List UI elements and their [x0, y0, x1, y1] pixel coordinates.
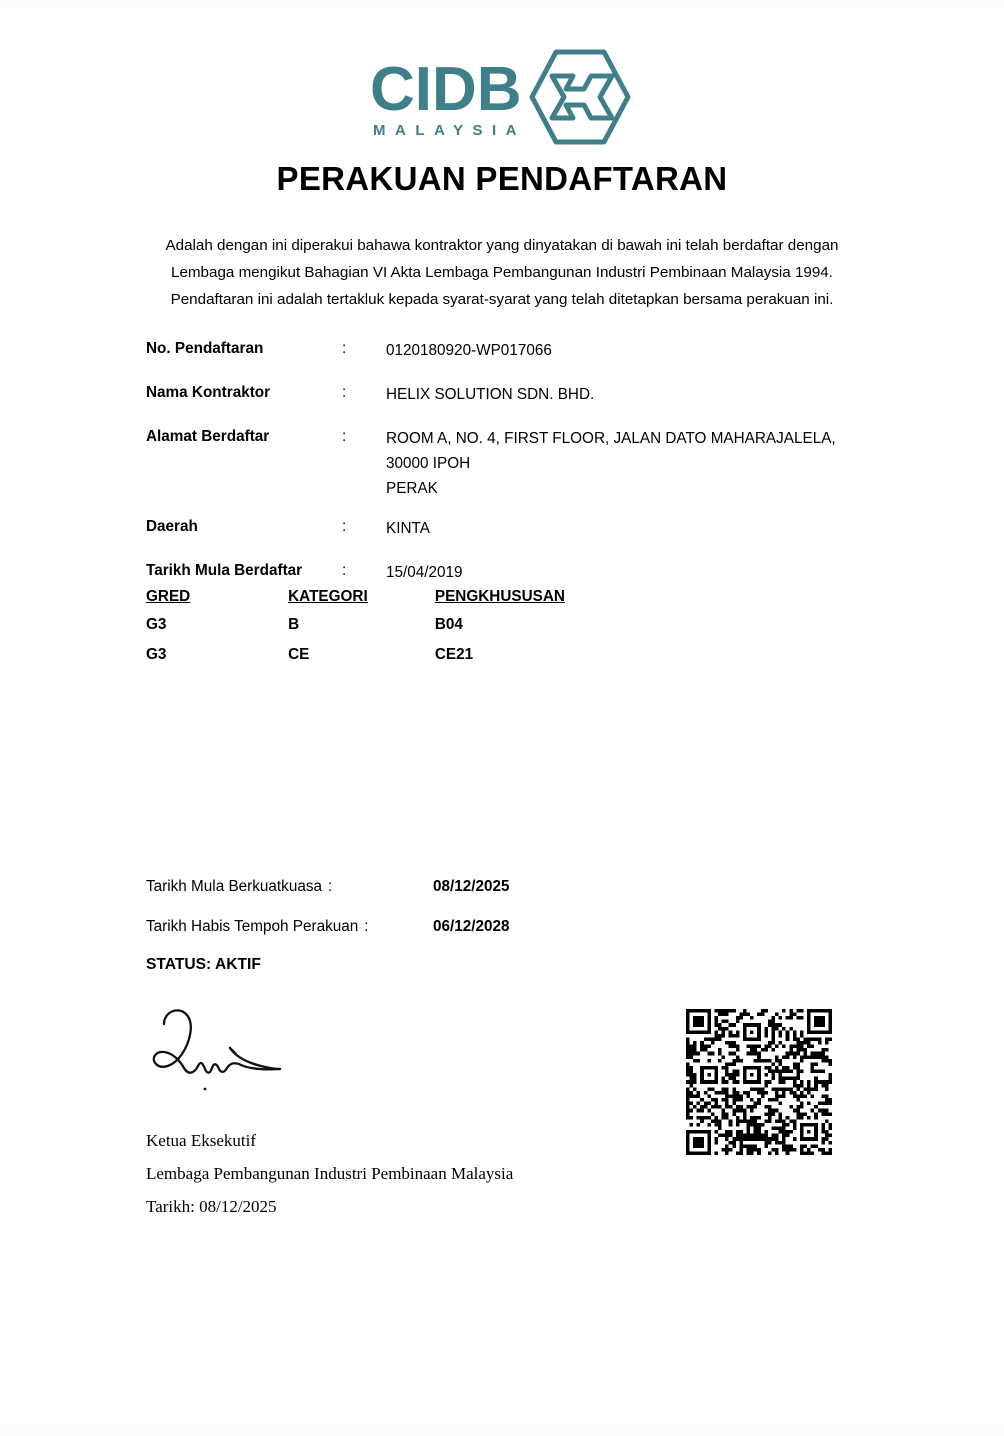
grade-category-table — [146, 588, 666, 676]
label-contractor-name: Nama Kontraktor — [146, 384, 271, 401]
column-header-kategori: KATEGORI — [288, 588, 368, 605]
page-bottom-edge — [0, 1396, 1004, 1436]
cell-kategori: CE — [288, 646, 310, 663]
detail-row-district — [146, 516, 906, 541]
signatory-organisation: Lembaga Pembangunan Industri Pembinaan Malaysia — [146, 1164, 514, 1183]
column-header-gred: GRED — [146, 588, 191, 605]
value-district: KINTA — [386, 520, 430, 537]
page-title: PERAKUAN PENDAFTARAN — [276, 160, 728, 197]
address-line-1: ROOM A, NO. 4, FIRST FLOOR, JALAN DATO MAHARAJALELA, — [386, 430, 836, 447]
signature-date: Tarikh: 08/12/2025 — [146, 1197, 277, 1216]
address-line-2: 30000 IPOH — [386, 455, 471, 472]
separator-colon: : — [342, 384, 347, 401]
address-line-3: PERAK — [386, 480, 438, 497]
value-effective-date: 08/12/2025 — [433, 878, 510, 895]
signature-block — [146, 1002, 626, 1223]
detail-row-address — [146, 426, 906, 501]
value-start-date: 15/04/2019 — [386, 564, 463, 581]
handwritten-signature-icon — [146, 1002, 626, 1102]
intro-paragraph — [146, 232, 858, 313]
intro-line-1: Adalah dengan ini diperakui bahawa kontraktor yang dinyatakan di bawah ini telah berdaftar dengan — [165, 237, 839, 254]
table-header-row — [146, 588, 666, 616]
label-expiry-date: Tarikh Habis Tempoh Perakuan — [146, 918, 359, 935]
label-effective-date: Tarikh Mula Berkuatkuasa — [146, 878, 322, 895]
label-address: Alamat Berdaftar — [146, 428, 270, 445]
label-registration-no: No. Pendaftaran — [146, 340, 264, 357]
label-district: Daerah — [146, 518, 198, 535]
cell-gred: G3 — [146, 646, 167, 663]
status-badge: STATUS: AKTIF — [146, 956, 261, 973]
separator-colon: : — [342, 562, 347, 579]
cell-gred: G3 — [146, 616, 167, 633]
detail-row-start-date — [146, 560, 906, 585]
value-address — [386, 426, 906, 501]
cell-pengkhususan: B04 — [434, 616, 463, 633]
separator-colon: : — [328, 878, 333, 895]
separator-colon: : — [342, 428, 347, 445]
validity-row-expiry — [146, 916, 746, 938]
value-expiry-date: 06/12/2028 — [433, 918, 510, 935]
logo-subtitle: MALAYSIA — [373, 121, 526, 139]
logo-wordmark: CIDB — [370, 54, 522, 124]
detail-row-registration-no — [146, 338, 906, 363]
qr-code[interactable] — [686, 1009, 832, 1155]
value-registration-no: 0120180920-WP017066 — [386, 342, 552, 359]
detail-row-contractor-name — [146, 382, 906, 407]
separator-colon: : — [342, 340, 347, 357]
separator-colon: : — [342, 518, 347, 535]
separator-colon: : — [364, 918, 369, 935]
registration-details — [146, 338, 906, 604]
label-start-date: Tarikh Mula Berdaftar — [146, 562, 303, 579]
page-top-edge — [0, 0, 1004, 14]
value-contractor-name: HELIX SOLUTION SDN. BHD. — [386, 386, 595, 403]
cidb-hexagon-h-icon — [526, 46, 634, 153]
table-row — [146, 646, 666, 676]
intro-line-3: Pendaftaran ini adalah tertakluk kepada syarat-syarat yang telah ditetapkan bersama perakuan ini. — [170, 291, 834, 308]
signatory-title: Ketua Eksekutif — [146, 1131, 256, 1150]
table-row — [146, 616, 666, 646]
validity-row-effective — [146, 876, 746, 898]
cidb-logo — [0, 44, 1004, 153]
cell-kategori: B — [288, 616, 300, 633]
column-header-pengkhususan: PENGKHUSUSAN — [434, 588, 565, 605]
intro-line-2: Lembaga mengikut Bahagian VI Akta Lembaga Pembangunan Industri Pembinaan Malaysia 1994. — [171, 264, 833, 281]
cell-pengkhususan: CE21 — [434, 646, 474, 663]
validity-section — [146, 876, 746, 974]
